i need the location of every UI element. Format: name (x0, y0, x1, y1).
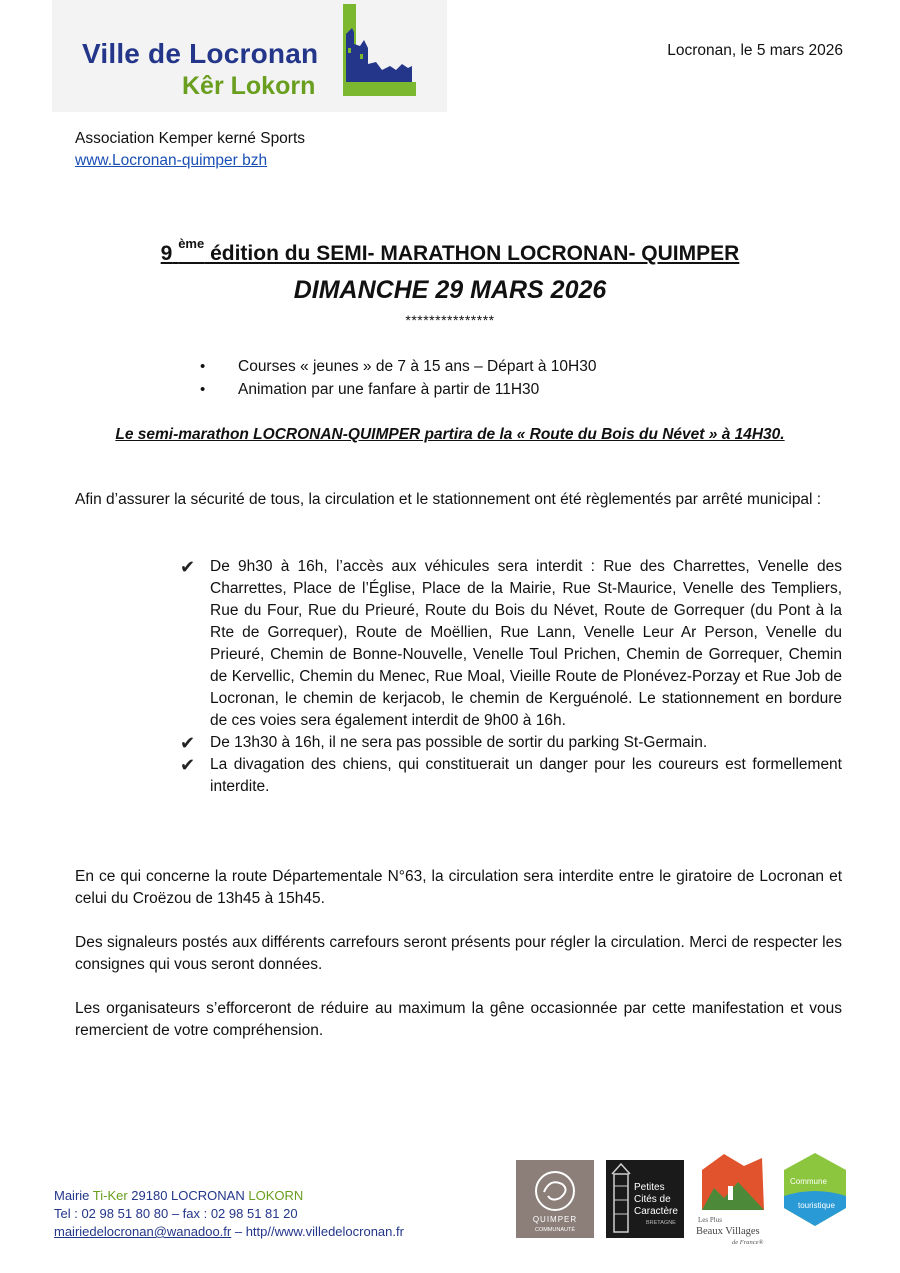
start-announcement: Le semi-marathon LOCRONAN-QUIMPER partira de la « Route du Bois du Névet » à 14H30. (115, 426, 785, 443)
recipient-website-link[interactable]: www.Locronan-quimper bzh (75, 152, 268, 169)
svg-text:Petites: Petites (634, 1182, 665, 1193)
svg-text:QUIMPER: QUIMPER (532, 1215, 578, 1224)
footer-address: Mairie Ti-Ker 29180 LOCRONAN LOKORN (54, 1188, 304, 1203)
closing-paragraph: Les organisateurs s’efforceront de réduire au maximum la gêne occasionnée par cette manifestation et vous remercient de votre compréhension. (75, 1000, 842, 1039)
svg-text:Cités de: Cités de (634, 1194, 671, 1205)
program-list (200, 355, 596, 401)
list-item-text: De 13h30 à 16h, il ne sera pas possible de sortir du parking St-Germain. (210, 734, 708, 751)
edition-number: 9 (160, 242, 173, 265)
checkmark-icon: ✔ (180, 733, 196, 753)
footer-phone: Tel : 02 98 51 80 80 – fax : 02 98 51 81 20 (54, 1206, 298, 1221)
recipient-name: Association Kemper kerné Sports (75, 130, 306, 147)
bullet-icon: • (200, 381, 206, 398)
logo-subtitle: Kêr Lokorn (182, 72, 316, 100)
petites-cites-logo-icon (606, 1160, 684, 1238)
svg-text:touristique: touristique (798, 1201, 835, 1210)
edition-superscript: ème (178, 236, 205, 251)
list-item (200, 378, 596, 401)
footer-email-link[interactable]: mairiedelocronan@wanadoo.fr (54, 1224, 232, 1239)
commune-touristique-logo-icon (780, 1150, 850, 1230)
plus-beaux-villages-logo-icon (694, 1152, 772, 1250)
list-item-text: Courses « jeunes » de 7 à 15 ans – Départ à 10H30 (238, 357, 597, 375)
svg-text:Caractère: Caractère (634, 1206, 678, 1217)
title-separator: *************** (405, 312, 495, 328)
svg-text:Commune: Commune (790, 1177, 827, 1186)
svg-text:Beaux Villages: Beaux Villages (696, 1226, 760, 1237)
restrictions-list (180, 556, 842, 798)
list-item (200, 355, 596, 378)
rd63-paragraph: En ce qui concerne la route Départementale N°63, la circulation sera interdite entre le giratoire de Locronan et celui du Croëzou de 13h45 à 15h45. (75, 868, 842, 907)
svg-text:COMMUNAUTÉ: COMMUNAUTÉ (534, 1227, 576, 1233)
logo-emblem-icon (340, 4, 416, 96)
event-title (0, 236, 900, 266)
list-item (180, 556, 842, 732)
list-item-text: Animation par une fanfare à partir de 11H30 (238, 380, 540, 398)
list-item-text: La divagation des chiens, qui constituerait un danger pour les coureurs est formellement interdite. (210, 756, 842, 795)
list-item (180, 732, 842, 754)
letter-date: Locronan, le 5 mars 2026 (667, 42, 843, 59)
svg-text:de France®: de France® (732, 1239, 764, 1246)
signaleurs-paragraph: Des signaleurs postés aux différents carrefours seront présents pour régler la circulation. Merci de respecter les consignes qui vous seront données. (75, 934, 842, 973)
bullet-icon: • (200, 358, 206, 375)
quimper-communaute-logo-icon (516, 1160, 594, 1238)
svg-text:Les Plus: Les Plus (698, 1216, 722, 1224)
checkmark-icon: ✔ (180, 557, 196, 577)
list-item (180, 754, 842, 798)
intro-paragraph: Afin d’assurer la sécurité de tous, la circulation et le stationnement ont été règlementés par arrêté municipal : (75, 491, 822, 508)
svg-text:BRETAGNE: BRETAGNE (646, 1220, 676, 1226)
list-item-text: De 9h30 à 16h, l’accès aux véhicules sera interdit : Rue des Charrettes, Venelle des Charrettes, Place de l’Église, Place de la Mairie, Rue St-Maurice, Venelle des Templiers, Rue du Four, Rue du Prieuré, Route du Bois du Névet, Route de Gorrequer (du Pont à la Rte de Gorrequer), Route de Moëllien, Rue Lann, Venelle Leur Ar Person, Venelle du Prieuré, Chemin de Bonne-Nouvelle, Venelle Toul Prichen, Chemin de Gorrequer, Chemin de Kervellic, Chemin du Menec, Rue Moal, Vieille Route de Plonévez-Porzay et Rue Job de Locronan, le chemin de kerjacob, le chemin de Kerguénolé. Le stationnement en bordure de ces voies sera également interdit de 9h00 à 16h. (210, 558, 842, 729)
logo-title: Ville de Locronan (82, 38, 319, 69)
edition-title-text: édition du SEMI- MARATHON LOCRONAN- QUIMPER (204, 242, 740, 265)
checkmark-icon: ✔ (180, 755, 196, 775)
footer-contact (54, 1187, 404, 1241)
footer-website: – http//www.villedelocronan.fr (231, 1224, 404, 1239)
event-date: DIMANCHE 29 MARS 2026 (293, 276, 607, 304)
